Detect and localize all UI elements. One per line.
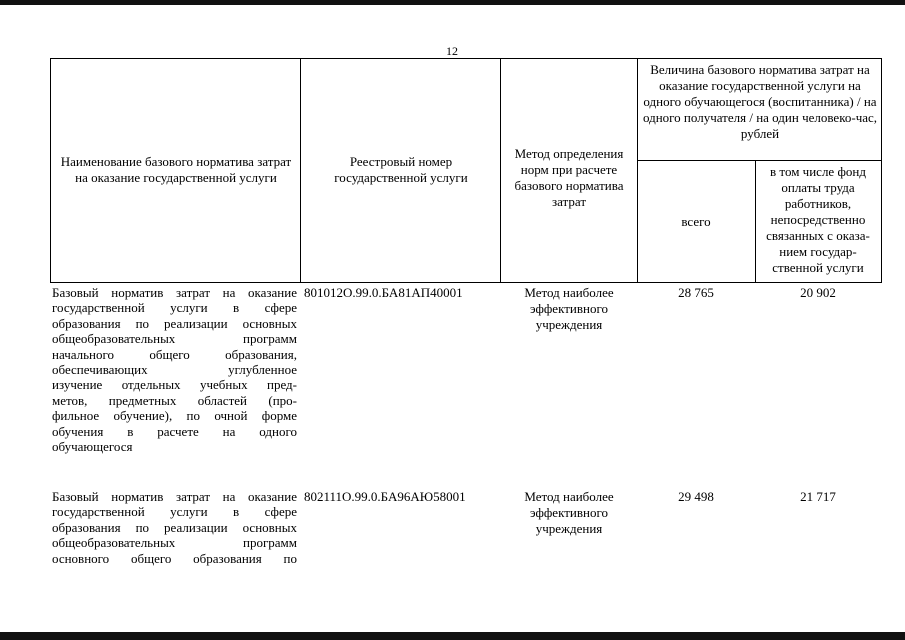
- row-2-name-line: образования по реализации основных: [52, 519, 297, 535]
- row-2-name-line: государственной услуги в сфере: [52, 504, 297, 520]
- scan-border-bottom: [0, 632, 905, 640]
- row-1-name-line: изучение отдельных учебных пред-: [52, 377, 297, 393]
- row-1-wage-fund: 20 902: [800, 285, 836, 300]
- row-1-name-line: образования по реализации основных: [52, 315, 297, 331]
- row-2-name-line: Базовый норматив затрат на оказание: [52, 489, 297, 504]
- row-1-name-line: начального общего образования,: [52, 346, 297, 362]
- row-1-method: Метод наиболее эффективного учреждения: [524, 285, 614, 332]
- header-total-column: всего: [681, 214, 711, 229]
- row-1-name-line: обучающегося: [52, 438, 133, 454]
- header-registry-column: Реестровый номер государственной услуги: [334, 154, 468, 185]
- scan-border-top: [0, 0, 905, 5]
- col-divider-2: [500, 58, 501, 283]
- row-1-total: 28 765: [678, 285, 714, 300]
- row-2-registry-number: 802111О.99.0.БА96АЮ58001: [304, 489, 466, 504]
- header-bottom-border: [50, 282, 882, 283]
- row-1-name-line: обеспечивающих углубленное: [52, 361, 297, 377]
- page-number: 12: [446, 44, 458, 58]
- row-2-total: 29 498: [678, 489, 714, 504]
- row-2-method: Метод наиболее эффективного учреждения: [524, 489, 614, 536]
- row-2-name-line: общеобразовательных программ: [52, 535, 297, 551]
- table-top-border: [50, 58, 882, 59]
- row-2-wage-fund: 21 717: [800, 489, 836, 504]
- header-group-divider: [637, 160, 882, 161]
- col-divider-3: [637, 58, 638, 283]
- header-method-column: Метод определения норм при расчете базового норматива затрат: [514, 146, 624, 209]
- col-divider-4: [755, 160, 756, 283]
- col-divider-1: [300, 58, 301, 283]
- row-2-name: [52, 489, 297, 566]
- row-2-name-line: основного общего образования по: [52, 550, 297, 566]
- row-1-name-line: Базовый норматив затрат на оказание: [52, 285, 297, 300]
- table-left-border: [50, 58, 51, 283]
- header-normative-value-group: Величина базового норматива затрат на оказание государственной услуги на одного обучающегося (воспитанника) / на одного получателя / на один человеко-час, рублей: [642, 62, 878, 141]
- row-1-name-line: общеобразовательных программ: [52, 331, 297, 347]
- table-right-border: [881, 58, 882, 283]
- row-1-registry-number: 801012О.99.0.БА81АП40001: [304, 285, 463, 300]
- row-1-name: [52, 285, 297, 454]
- row-1-name-line: метов, предметных областей (про-: [52, 392, 297, 408]
- header-name-column: Наименование базового норматива затрат на оказание государственной услуги: [60, 154, 292, 185]
- row-1-name-line: государственной услуги в сфере: [52, 300, 297, 316]
- header-wage-fund-column: в том числе фонд оплаты труда работников, непосредственно связанных с оказа-нием государ-ственной услуги: [766, 164, 870, 275]
- row-1-name-line: фильное обучение), по очной форме: [52, 408, 297, 424]
- row-1-name-line: обучения в расчете на одного: [52, 423, 297, 439]
